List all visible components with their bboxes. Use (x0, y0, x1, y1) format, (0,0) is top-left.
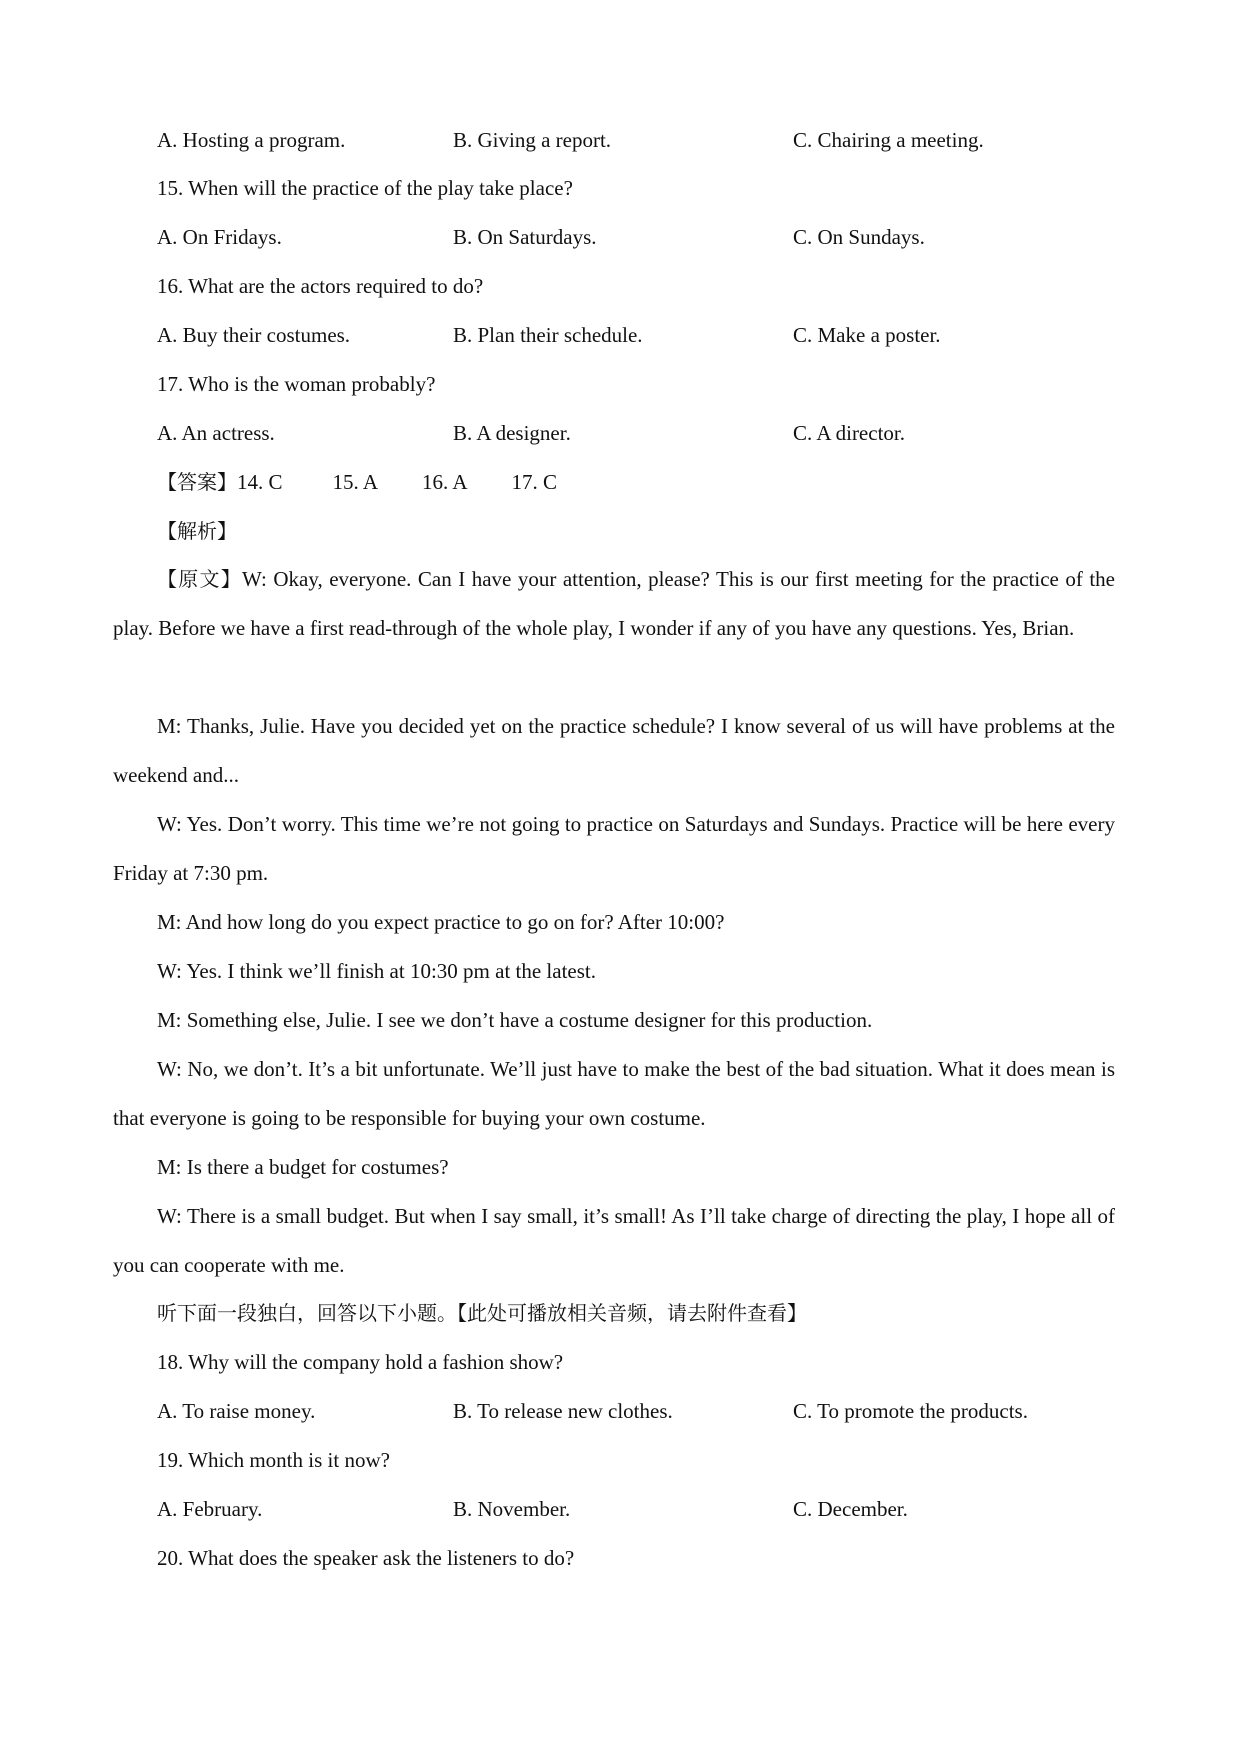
question-15: 15. When will the practice of the play take place? (157, 176, 573, 200)
q17-option-a: A. An actress. (157, 421, 275, 445)
q14-option-c: C. Chairing a meeting. (793, 128, 984, 152)
answer-15: 15. A (332, 470, 379, 494)
transcript-paragraph-8: M: Is there a budget for costumes? (157, 1155, 449, 1179)
q18-option-a: A. To raise money. (157, 1399, 316, 1423)
question-19: 19. Which month is it now? (157, 1448, 390, 1472)
transcript-paragraph-2: M: Thanks, Julie. Have you decided yet on the practice schedule? I know several of us will have problems at the weekend and... (113, 714, 1115, 787)
answer-16: 16. A (422, 470, 468, 494)
answer-label: 【答案】 (157, 470, 237, 494)
transcript-paragraph-4: M: And how long do you expect practice to go on for? After 10:00? (157, 910, 725, 934)
transcript-paragraph-3: W: Yes. Don’t worry. This time we’re not going to practice on Saturdays and Sundays. Practice will be here every Friday at 7:30 pm. (113, 812, 1115, 885)
q15-option-a: A. On Fridays. (157, 225, 282, 249)
transcript-paragraph-7: W: No, we don’t. It’s a bit unfortunate. We’ll just have to make the best of the bad situation. What it does mean is that everyone is going to be responsible for buying your own costume. (113, 1057, 1115, 1130)
q14-option-b: B. Giving a report. (453, 128, 612, 152)
q17-option-b: B. A designer. (453, 421, 571, 445)
question-20: 20. What does the speaker ask the listeners to do? (157, 1546, 575, 1570)
q15-option-c: C. On Sundays. (793, 225, 925, 249)
q18-option-c: C. To promote the products. (793, 1399, 1028, 1423)
q16-option-c: C. Make a poster. (793, 323, 941, 347)
transcript-p1-text: W: Okay, everyone. Can I have your attention, please? This is our first meeting for the practice of the play. Before we have a first read-through of the whole play, I wonder if any of you have any questions. Yes, Brian. (113, 567, 1115, 640)
q14-option-a: A. Hosting a program. (157, 128, 346, 152)
answer-17: 17. C (511, 470, 558, 494)
q17-option-c: C. A director. (793, 421, 905, 445)
q19-option-c: C. December. (793, 1497, 908, 1521)
monologue-instruction: 听下面一段独白，回答以下小题。【此处可播放相关音频，请去附件查看】 (157, 1301, 807, 1325)
q19-option-b: B. November. (453, 1497, 571, 1521)
question-17: 17. Who is the woman probably? (157, 372, 436, 396)
answer-key (157, 468, 557, 496)
q19-option-a: A. February. (157, 1497, 263, 1521)
question-18: 18. Why will the company hold a fashion show? (157, 1350, 564, 1374)
analysis-label: 【解析】 (157, 519, 237, 543)
transcript-paragraph-9: W: There is a small budget. But when I say small, it’s small! As I’ll take charge of directing the play, I hope all of you can cooperate with me. (113, 1204, 1115, 1277)
transcript-label: 【原文】 (157, 567, 242, 591)
transcript-paragraph-5: W: Yes. I think we’ll finish at 10:30 pm at the latest. (157, 959, 597, 983)
q15-option-b: B. On Saturdays. (453, 225, 597, 249)
q16-option-a: A. Buy their costumes. (157, 323, 351, 347)
q18-option-b: B. To release new clothes. (453, 1399, 673, 1423)
question-16: 16. What are the actors required to do? (157, 274, 484, 298)
q16-option-b: B. Plan their schedule. (453, 323, 643, 347)
answer-14: 14. C (237, 470, 283, 494)
transcript-paragraph-6: M: Something else, Julie. I see we don’t have a costume designer for this production. (157, 1008, 873, 1032)
transcript-paragraph-1 (113, 555, 1115, 653)
